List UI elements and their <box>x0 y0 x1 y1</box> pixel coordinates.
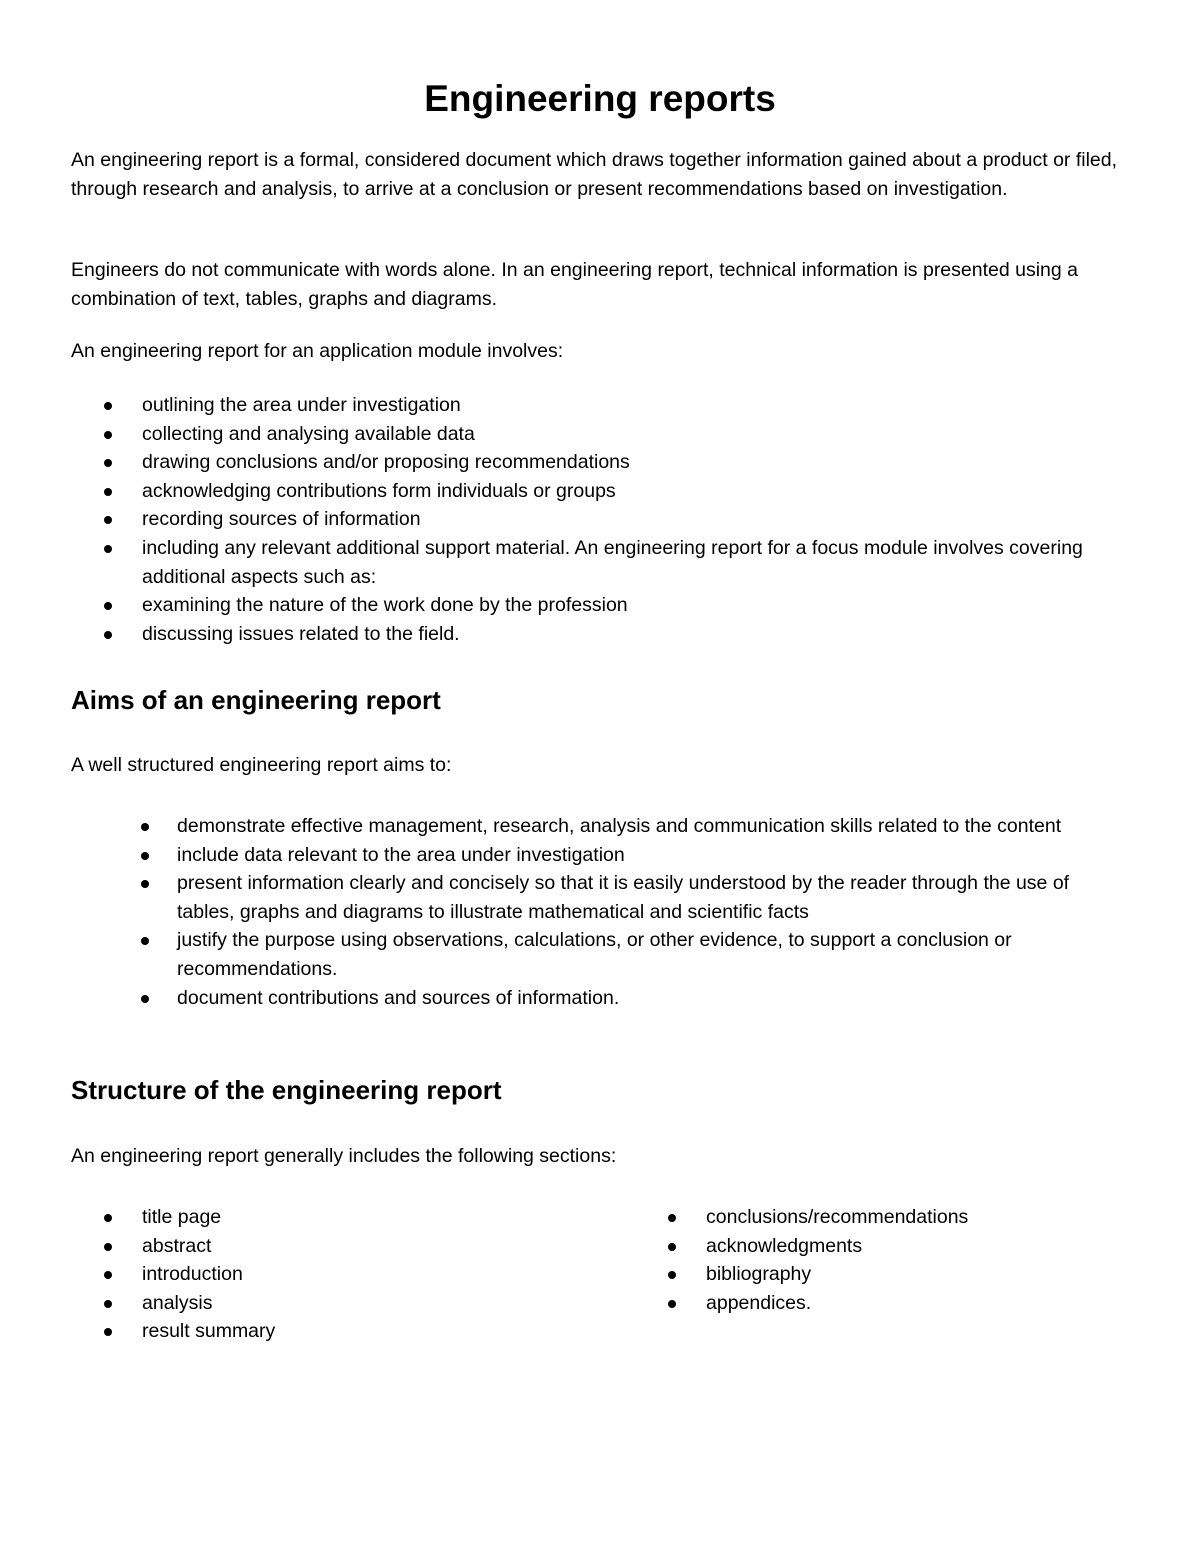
list-item <box>142 1203 562 1232</box>
bullet-icon <box>141 880 149 888</box>
list-item-text: drawing conclusions and/or proposing recommendations <box>142 451 630 474</box>
bullet-icon <box>668 1271 676 1279</box>
bullet-icon <box>141 937 149 945</box>
bullet-icon <box>104 1328 112 1336</box>
list-item <box>142 391 1132 420</box>
bullet-icon <box>668 1214 676 1222</box>
aims-list <box>177 812 1127 1012</box>
list-item-text: examining the nature of the work done by the profession <box>142 594 628 617</box>
bullet-icon <box>104 516 112 524</box>
module-involves-list <box>142 391 1132 648</box>
intro-paragraph-3: An engineering report for an application module involves: <box>71 340 564 362</box>
list-item-text: title page <box>142 1206 222 1228</box>
bullet-icon <box>104 1214 112 1222</box>
list-item-text: discussing issues related to the field. <box>142 622 460 645</box>
bullet-icon <box>141 823 149 831</box>
list-item <box>142 1232 562 1261</box>
list-item-text: bibliography <box>706 1263 812 1286</box>
list-item-text: recording sources of information <box>142 508 421 531</box>
list-item <box>177 812 1127 841</box>
bullet-icon <box>104 1300 112 1308</box>
list-item-text: present information clearly and concisely so that it is easily understood by the reader through the use of tables, graphs and diagrams to illustrate mathematical and scientific facts <box>177 872 1070 923</box>
bullet-icon <box>104 631 112 639</box>
structure-lead: An engineering report generally includes the following sections: <box>71 1145 617 1167</box>
list-item <box>142 1289 562 1318</box>
list-item-text: include data relevant to the area under investigation <box>177 843 625 866</box>
list-item-text: introduction <box>142 1263 243 1286</box>
intro-paragraph-2: Engineers do not communicate with words alone. In an engineering report, technical information is presented using a combination of text, tables, graphs and diagrams. <box>71 259 1079 310</box>
list-item <box>142 620 1132 649</box>
bullet-icon <box>104 1271 112 1279</box>
list-item-text: justify the purpose using observations, calculations, or other evidence, to support a conclusion or recommendations. <box>177 929 1012 980</box>
bullet-icon <box>141 852 149 860</box>
list-item <box>177 926 1127 983</box>
list-item-text: abstract <box>142 1234 212 1257</box>
intro-paragraph-1: An engineering report is a formal, considered document which draws together information gained about a product or filed, through research and analysis, to arrive at a conclusion or present recommendations based on investigation. <box>71 149 1118 200</box>
bullet-icon <box>668 1300 676 1308</box>
aims-lead: A well structured engineering report aims to: <box>71 754 452 776</box>
list-item <box>706 1232 1126 1261</box>
bullet-icon <box>104 459 112 467</box>
bullet-icon <box>668 1243 676 1251</box>
list-item <box>142 448 1132 477</box>
list-item <box>706 1203 1126 1232</box>
list-item <box>706 1289 1126 1318</box>
sections-list-right <box>706 1203 1126 1317</box>
bullet-icon <box>104 488 112 496</box>
list-item-text: result summary <box>142 1320 276 1343</box>
list-item <box>142 420 1132 449</box>
list-item <box>142 534 1132 591</box>
list-item-text: collecting and analysing available data <box>142 422 475 445</box>
bullet-icon <box>104 402 112 410</box>
list-item-text: conclusions/recommendations <box>706 1206 969 1228</box>
list-item-text: demonstrate effective management, research, analysis and communication skills related to the content <box>177 815 1062 837</box>
bullet-icon <box>104 602 112 610</box>
bullet-icon <box>141 995 149 1003</box>
list-item-text: outlining the area under investigation <box>142 394 461 416</box>
list-item <box>177 841 1127 870</box>
list-item-text: analysis <box>142 1291 213 1314</box>
sections-list-left <box>142 1203 562 1346</box>
list-item <box>142 505 1132 534</box>
list-item <box>142 1317 562 1346</box>
list-item-text: appendices. <box>706 1291 812 1314</box>
bullet-icon <box>104 545 112 553</box>
list-item <box>177 869 1127 926</box>
bullet-icon <box>104 1243 112 1251</box>
list-item <box>177 984 1127 1013</box>
list-item <box>142 591 1132 620</box>
list-item <box>706 1260 1126 1289</box>
list-item-text: document contributions and sources of information. <box>177 986 620 1009</box>
structure-heading: Structure of the engineering report <box>71 1075 502 1105</box>
list-item <box>142 477 1132 506</box>
list-item-text: including any relevant additional support material. An engineering report for a focus module involves covering additional aspects such as: <box>142 536 1083 588</box>
list-item-text: acknowledging contributions form individuals or groups <box>142 479 616 502</box>
list-item-text: acknowledgments <box>706 1234 863 1257</box>
list-item <box>142 1260 562 1289</box>
page-title: Engineering reports <box>424 78 776 119</box>
aims-heading: Aims of an engineering report <box>71 685 441 715</box>
bullet-icon <box>104 431 112 439</box>
